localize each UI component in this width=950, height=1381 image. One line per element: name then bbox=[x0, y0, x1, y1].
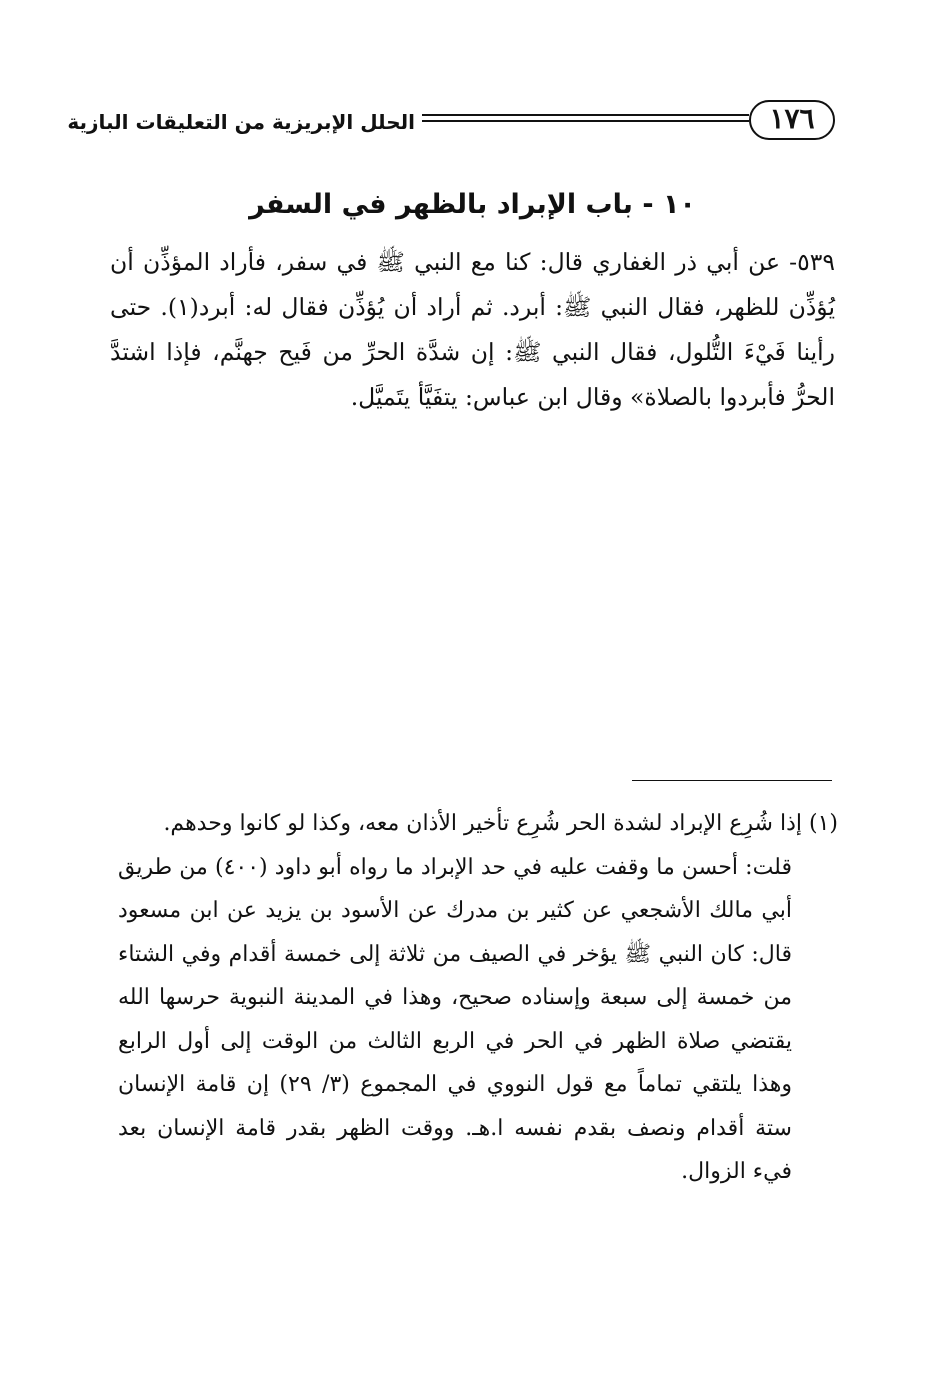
book-title: الحلل الإبريزية من التعليقات البازية bbox=[67, 110, 415, 134]
footnote-separator bbox=[632, 780, 832, 781]
chapter-heading: ١٠ - باب الإبراد بالظهر في السفر bbox=[249, 189, 696, 220]
footnote-block bbox=[118, 802, 838, 1194]
page-number: ١٧٦ bbox=[749, 100, 835, 140]
running-header bbox=[67, 96, 835, 158]
hadith-paragraph: ٥٣٩- عن أبي ذر الغفاري قال: كنا مع النبي ﷺ في سفر، فأراد المؤذِّن أن يُؤذِّن للظهر، فقال النبي ﷺ: أبرد. ثم أراد أن يُؤذِّن فقال له: أبرد(١). حتى رأينا فَيْءَ التُّلول، فقال النبي ﷺ: إن شدَّة الحرِّ من فَيح جهنَّم، فإذا اشتدَّ الحرُّ فأبردوا بالصلاة» وقال ابن عباس: يتفَيَّأ يتَميَّل. bbox=[110, 248, 835, 411]
footnote-first-line: (١) إذا شُرِع الإبراد لشدة الحر شُرِع تأخير الأذان معه، وكذا لو كانوا وحدهم. bbox=[163, 811, 838, 836]
footnote-body: قلت: أحسن ما وقفت عليه في حد الإبراد ما رواه أبو داود (٤٠٠) من طريق أبي مالك الأشجعي عن كثير بن مدرك عن الأسود بن يزيد عن ابن مسعود قال: كان النبي ﷺ يؤخر في الصيف من ثلاثة إلى خمسة أقدام وفي الشتاء من خمسة إلى سبعة وإسناده صحيح، وهذا في المدينة النبوية حرسها الله يقتضي صلاة الظهر في الحر في الربع الثالث من الوقت إلى أول الرابع وهذا يلتقي تماماً مع قول النووي في المجموع (٣/ ٢٩) إن قامة الإنسان ستة أقدام ونصف بقدم نفسه ا.هـ. ووقت الظهر بقدر قامة الإنسان بعد فيء الزوال. bbox=[118, 854, 793, 1184]
header-double-rule bbox=[422, 114, 749, 122]
hadith-text-block bbox=[110, 240, 835, 420]
